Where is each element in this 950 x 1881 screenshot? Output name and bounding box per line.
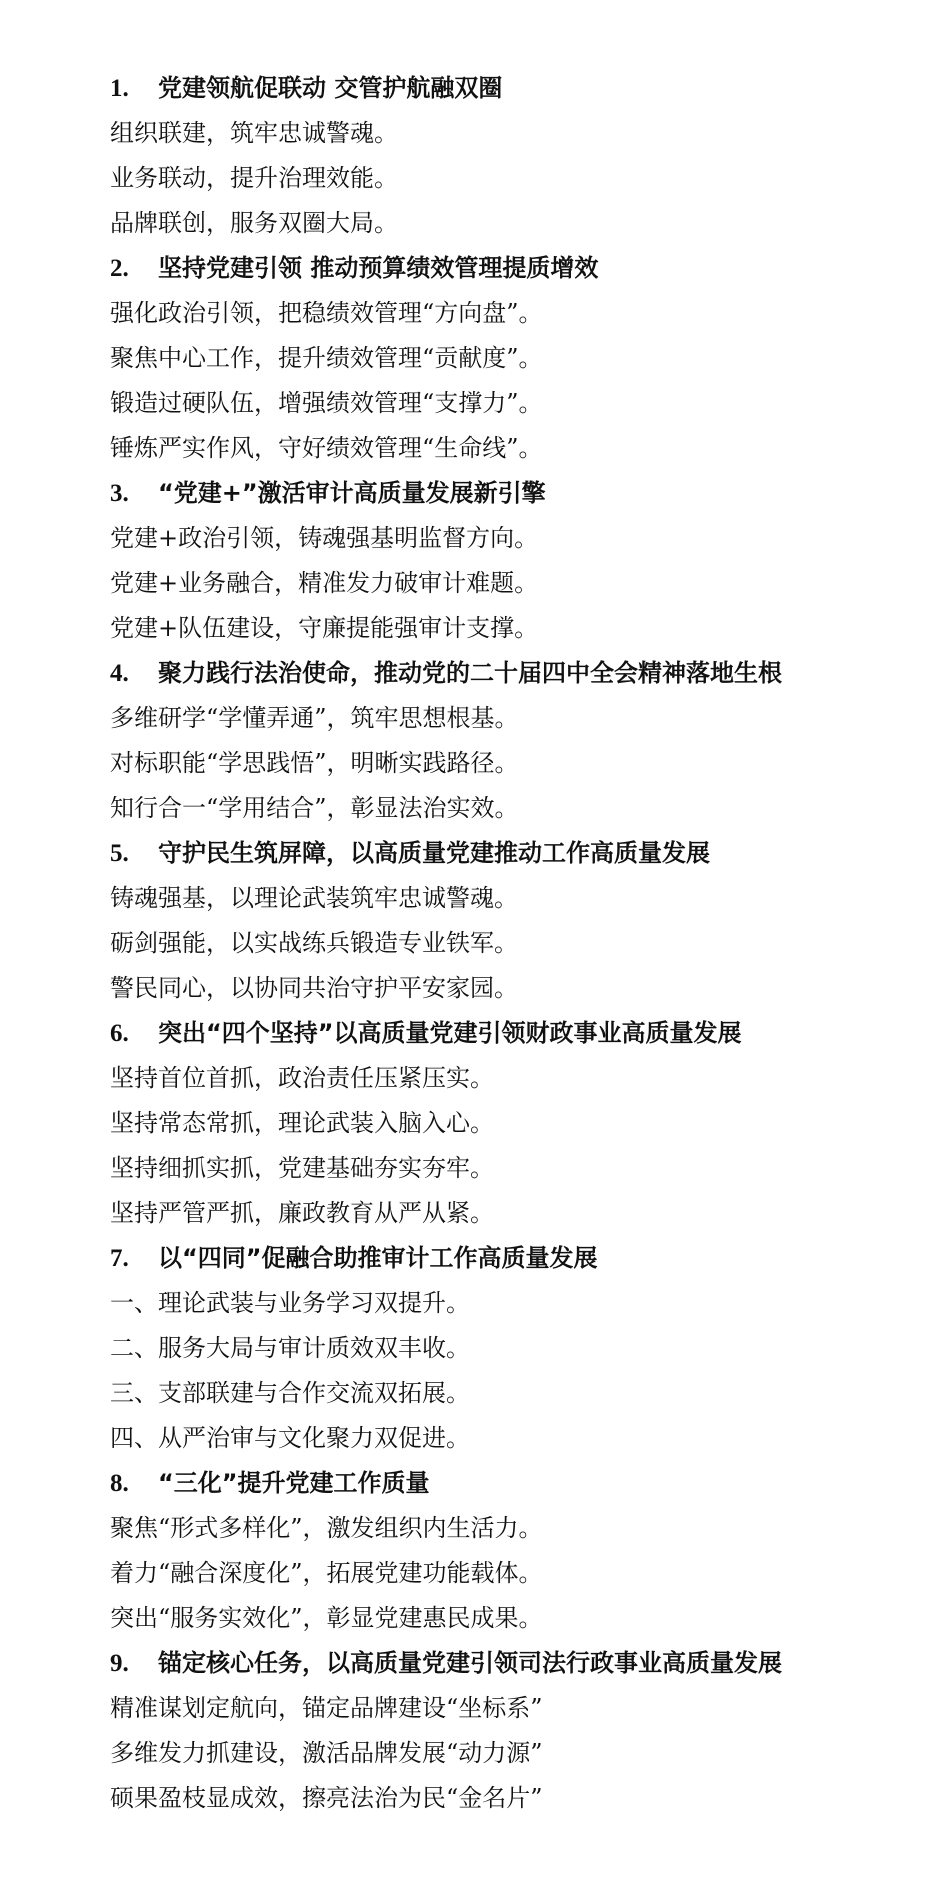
section-title: “党建+”激活审计高质量发展新引擎 xyxy=(158,479,546,507)
section-heading xyxy=(110,1461,910,1506)
section-line: 砺剑强能，以实战练兵锻造专业铁军。 xyxy=(110,929,518,957)
section-line: 对标职能“学思践悟”，明晰实践路径。 xyxy=(110,749,519,777)
section-line: 组织联建，筑牢忠诚警魂。 xyxy=(110,119,398,147)
section-7 xyxy=(110,1236,910,1461)
section-line: 精准谋划定航向，锚定品牌建设“坐标系” xyxy=(110,1694,543,1722)
section-line: 锤炼严实作风，守好绩效管理“生命线”。 xyxy=(110,434,543,462)
section-line: 一、理论武装与业务学习双提升。 xyxy=(110,1289,470,1317)
section-title: 党建领航促联动 交管护航融双圈 xyxy=(158,74,503,102)
section-number: 8. xyxy=(110,1470,129,1497)
section-number: 2. xyxy=(110,255,129,282)
section-title: “三化”提升党建工作质量 xyxy=(158,1469,430,1497)
section-line: 知行合一“学用结合”，彰显法治实效。 xyxy=(110,794,519,822)
document-page xyxy=(110,66,910,1821)
section-1 xyxy=(110,66,910,246)
section-line: 坚持细抓实抓，党建基础夯实夯牢。 xyxy=(110,1154,494,1182)
section-title: 以“四同”促融合助推审计工作高质量发展 xyxy=(158,1244,598,1272)
section-line: 党建+政治引领，铸魂强基明监督方向。 xyxy=(110,524,539,552)
section-line: 三、支部联建与合作交流双拓展。 xyxy=(110,1379,470,1407)
section-heading xyxy=(110,831,910,876)
section-line: 业务联动，提升治理效能。 xyxy=(110,164,398,192)
section-number: 3. xyxy=(110,480,129,507)
section-line: 聚焦“形式多样化”，激发组织内生活力。 xyxy=(110,1514,543,1542)
section-heading xyxy=(110,66,910,111)
section-heading xyxy=(110,651,910,696)
section-9 xyxy=(110,1641,910,1821)
section-number: 9. xyxy=(110,1650,129,1677)
section-line: 党建+队伍建设，守廉提能强审计支撑。 xyxy=(110,614,539,642)
section-line: 着力“融合深度化”，拓展党建功能载体。 xyxy=(110,1559,543,1587)
section-title: 突出“四个坚持”以高质量党建引领财政事业高质量发展 xyxy=(158,1019,742,1047)
section-title: 锚定核心任务，以高质量党建引领司法行政事业高质量发展 xyxy=(158,1649,782,1677)
section-title: 聚力践行法治使命，推动党的二十届四中全会精神落地生根 xyxy=(158,659,782,687)
section-line: 突出“服务实效化”，彰显党建惠民成果。 xyxy=(110,1604,543,1632)
section-heading xyxy=(110,246,910,291)
section-5 xyxy=(110,831,910,1011)
section-number: 1. xyxy=(110,75,129,102)
section-line: 党建+业务融合，精准发力破审计难题。 xyxy=(110,569,539,597)
section-3 xyxy=(110,471,910,651)
section-line: 铸魂强基，以理论武装筑牢忠诚警魂。 xyxy=(110,884,518,912)
section-line: 二、服务大局与审计质效双丰收。 xyxy=(110,1334,470,1362)
section-line: 坚持严管严抓，廉政教育从严从紧。 xyxy=(110,1199,494,1227)
section-heading xyxy=(110,471,910,516)
section-line: 坚持常态常抓，理论武装入脑入心。 xyxy=(110,1109,494,1137)
section-number: 7. xyxy=(110,1245,129,1272)
section-heading xyxy=(110,1641,910,1686)
section-number: 5. xyxy=(110,840,129,867)
section-number: 6. xyxy=(110,1020,129,1047)
section-line: 强化政治引领，把稳绩效管理“方向盘”。 xyxy=(110,299,543,327)
section-line: 四、从严治审与文化聚力双促进。 xyxy=(110,1424,470,1452)
section-line: 坚持首位首抓，政治责任压紧压实。 xyxy=(110,1064,494,1092)
section-title: 守护民生筑屏障，以高质量党建推动工作高质量发展 xyxy=(158,839,710,867)
section-heading xyxy=(110,1011,910,1056)
section-line: 多维研学“学懂弄通”，筑牢思想根基。 xyxy=(110,704,519,732)
section-line: 聚焦中心工作，提升绩效管理“贡献度”。 xyxy=(110,344,543,372)
section-title: 坚持党建引领 推动预算绩效管理提质增效 xyxy=(158,254,599,282)
section-line: 多维发力抓建设，激活品牌发展“动力源” xyxy=(110,1739,543,1767)
section-8 xyxy=(110,1461,910,1641)
section-line: 硕果盈枝显成效，擦亮法治为民“金名片” xyxy=(110,1784,543,1812)
section-line: 品牌联创，服务双圈大局。 xyxy=(110,209,398,237)
section-2 xyxy=(110,246,910,471)
section-heading xyxy=(110,1236,910,1281)
section-4 xyxy=(110,651,910,831)
section-line: 警民同心，以协同共治守护平安家园。 xyxy=(110,974,518,1002)
section-number: 4. xyxy=(110,660,129,687)
section-line: 锻造过硬队伍，增强绩效管理“支撑力”。 xyxy=(110,389,543,417)
section-6 xyxy=(110,1011,910,1236)
